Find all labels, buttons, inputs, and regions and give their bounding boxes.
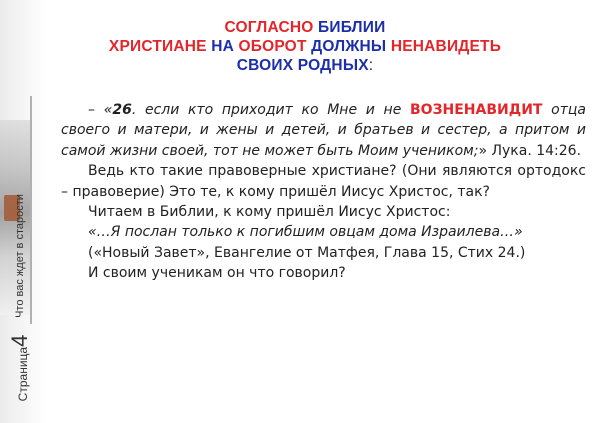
side-strip	[0, 0, 46, 423]
title-line-2	[90, 37, 520, 56]
title-line-1	[90, 18, 520, 37]
quote-matthew: «…Я послан только к погибшим овцам дома Израилева…»	[88, 224, 523, 241]
page-number: 4	[7, 334, 32, 347]
section-label: Что вас ждет в старости	[14, 194, 26, 318]
quote-reference: («Новый Завет», Евангелие от Матфея, Глава 15, Стих 24.)	[88, 244, 526, 261]
title-word: ДОЛЖНЫ	[311, 38, 387, 55]
slide-body	[61, 100, 586, 284]
title-word: СВОИХ РОДНЫХ	[236, 57, 369, 74]
paragraph: Читаем в Библии, к кому пришёл Иисус Христос:	[88, 204, 451, 221]
page-word: Страница	[16, 346, 30, 402]
title-word: СОГЛАСНО	[224, 19, 314, 36]
highlight-word: ВОЗНЕНАВИДИТ	[410, 102, 543, 118]
title-colon: :	[368, 57, 374, 74]
quote-text: . если кто приходит ко Мне и не	[131, 102, 410, 118]
page-indicator	[7, 335, 33, 402]
title-word: БИБЛИИ	[318, 19, 386, 36]
quote-open: – «	[88, 102, 113, 118]
slide-title	[90, 18, 520, 75]
title-line-3	[90, 56, 520, 75]
paragraph: Ведь кто такие правоверные христиане? (Они являются ортодокс – правоверие) Это те, к кому пришёл Иисус Христос, так?	[61, 163, 586, 200]
quote-text: отца своего и матери, и жены и детей, и братьев и сестер, а притом и самой жизни своей, тот не может быть Моим учеником;	[61, 102, 587, 159]
quote-reference: » Лука. 14:26.	[478, 142, 582, 159]
title-word: НЕНАВИДЕТЬ	[390, 38, 502, 55]
paragraph: И своим ученикам он что говорил?	[88, 265, 346, 282]
quote-luke	[61, 100, 586, 161]
title-word: НА	[211, 38, 234, 55]
title-word: ОБОРОТ	[238, 38, 307, 55]
verse-number: 26	[112, 102, 132, 118]
side-divider	[30, 96, 32, 324]
title-word: ХРИСТИАНЕ	[108, 38, 207, 55]
